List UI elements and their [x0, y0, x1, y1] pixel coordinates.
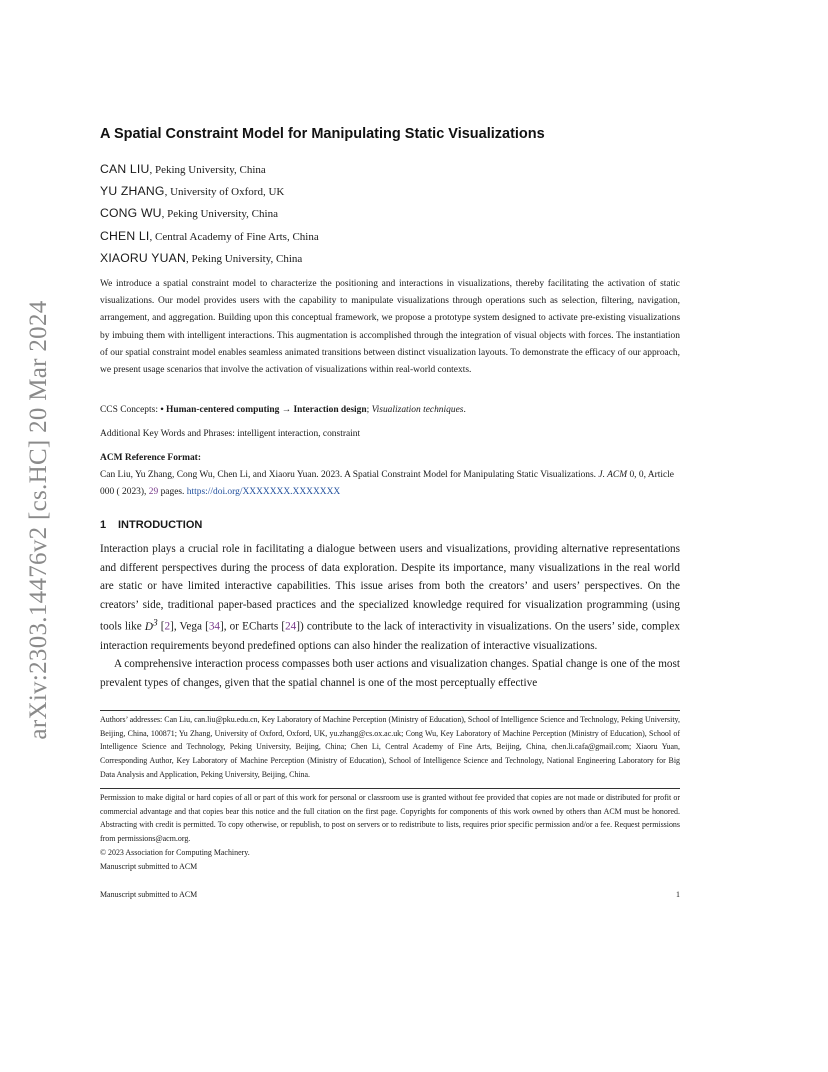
intro-text: , Vega: [173, 621, 206, 634]
author-affiliation: , Peking University, China: [149, 164, 266, 176]
authors-addresses: Authors’ addresses: Can Liu, can.liu@pku.edu.cn, Key Laboratory of Machine Perception (Ministry of Education), School of Intelligence Science and Technology, Peking University, Beijing, China, 100871; Yu Zhang, University of Oxford, Oxford, UK, yu.zhang@cs.ox.ac.uk; Cong Wu, Key Laboratory of Machine Perception (Ministry of Education), School of Intelligence Science and Technology, Peking University, Beijing, China; Chen Li, Central Academy of Fine Arts, Beijing, China, chen.li.cafa@gmail.com; Xiaoru Yuan, Corresponding Author, Key Laboratory of Machine Perception (Ministry of Education), School of Intelligence Science and Technology, National Engineering Laboratory for Big Data Analysis and Application, Peking University, Beijing, China.: [100, 715, 680, 779]
doi-link[interactable]: https://doi.org/XXXXXXX.XXXXXXX: [186, 487, 341, 497]
ccs-arrow: →: [279, 405, 294, 415]
reference-pages-suffix: pages.: [158, 487, 187, 497]
manuscript-note: Manuscript submitted to ACM: [100, 862, 198, 871]
author-entry: [100, 205, 680, 227]
page-number: 1: [676, 890, 680, 899]
ccs-main: Human-centered computing: [165, 405, 280, 415]
intro-paragraph: Interaction plays a crucial role in facilitating a dialogue between users and visualizations, providing alternative representations and different perspectives during the process of data exploration. Despite its importance, many visualizations in the real world are static or have limited interactive capabilities. This issue arises from both the creators’ and users’ perspectives. On the creators’ side, traditional paper-based practices and the specialized knowledge required for visualization programming (using tools like $D^3$ [2], Vega [34], or ECharts [24]) contribute to the lack of interactivity in visualizations. On the users’ side, complex interaction requirements beyond predefined options can also hinder the realization of interactive visualizations.: [100, 543, 680, 652]
copyright-notice: © 2023 Association for Computing Machinery.: [100, 848, 250, 857]
intro-paragraph: A comprehensive interaction process compasses both user actions and visualization changes. Spatial change is one of the most prevalent types of changes, given that the spatial channel is one of the most perceptually effective: [100, 658, 680, 689]
abstract: We introduce a spatial constraint model to characterize the positioning and interactions in visualizations, thereby facilitating the activation of static visualizations. Our model provides users with the capability to manipulate visualizations through operations such as selection, filtering, navigation, arrangement, and aggregation. Building upon this conceptual framework, we propose a prototype system designed to activate pre-existing visualizations by imbuing them with intelligent interactions. This augmentation is accomplished through the integration of visual objects with forces. The instantiation of our spatial constraint model enables seamless animated transitions between distinct visualization layouts. To demonstrate the efficacy of our approach, we present usage scenarios that involve the activation of visualizations within real-world contexts.: [100, 279, 680, 376]
author-name: XIAORU YUAN: [100, 250, 186, 265]
intro-text: Interaction plays a crucial role in facilitating a dialogue between users and visualizations, providing alternative representations and different perspectives during the process of data exploration. Despite its importance, many visualizations in the real world are static or have limited interactive capabilities. This issue arises from both the creators’ and users’ perspectives. On the creators’ side, traditional paper-based practices and the specialized knowledge required for visualization programming (using tools like: [100, 543, 680, 634]
citation-link[interactable]: 2: [164, 621, 171, 634]
author-affiliation: , Peking University, China: [161, 208, 278, 221]
author-entry: [100, 250, 680, 272]
intro-text: , or ECharts: [223, 621, 282, 634]
permission-notice: Permission to make digital or hard copies of all or part of this work for personal or classroom use is granted without fee provided that copies are not made or distributed for profit or commercial advantage and that copies bear this notice and the full citation on the first page. Copyrights for components of this work owned by others than ACM must be honored. Abstracting with credit is permitted. To copy otherwise, or republish, to post on servers or to redistribute to lists, requires prior specific permission and/or a fee. Request permissions from permissions@acm.org.: [100, 793, 680, 844]
reference-details: 0, 0, Article 000 ( 2023),: [100, 470, 674, 497]
author-name: YU ZHANG: [100, 184, 165, 199]
author-name: CHEN LI: [100, 228, 150, 243]
section-heading: [100, 517, 202, 533]
ccs-concepts: [100, 402, 680, 419]
d3-superscript: 3: [152, 618, 158, 629]
paper-title: A Spatial Constraint Model for Manipulating Static Visualizations: [100, 126, 545, 142]
reference-format: [100, 467, 680, 501]
intro-text: ) contribute to the lack of interactivity in visualizations. On the users’ side, complex interaction requirements beyond predefined options can also hinder the realization of interactive visualizations.: [100, 621, 680, 652]
author-name: CAN LIU: [100, 162, 150, 176]
introduction-body: [100, 540, 680, 692]
ccs-italic: Visualization techniques: [371, 405, 464, 415]
author-affiliation: , Central Academy of Fine Arts, China: [149, 230, 319, 243]
reference-pages-link[interactable]: 29: [148, 487, 159, 497]
footnote-divider: [100, 710, 680, 711]
arxiv-identifier-text: arXiv:2303.14476v2 [cs.HC] 20 Mar 2024: [25, 300, 52, 740]
author-affiliation: , University of Oxford, UK: [164, 186, 285, 199]
author-entry: [100, 183, 680, 205]
reference-heading: ACM Reference Format:: [100, 453, 201, 463]
permission-divider: [100, 788, 680, 789]
ccs-separator: ;: [366, 405, 372, 415]
citation-link[interactable]: 24: [285, 621, 297, 634]
section-title: INTRODUCTION: [118, 519, 203, 531]
reference-text: Can Liu, Yu Zhang, Cong Wu, Chen Li, and Xiaoru Yuan. 2023. A Spatial Constraint Model for Manipulating Static Visualizations.: [100, 470, 599, 480]
d3-name: [144, 618, 158, 634]
ccs-sub: Interaction design: [293, 405, 367, 415]
author-affiliation: , Peking University, China: [185, 252, 303, 265]
ccs-label: CCS Concepts:: [100, 405, 161, 415]
author-entry: [100, 228, 680, 250]
page-footer-label: Manuscript submitted to ACM: [100, 890, 198, 899]
arxiv-identifier: [22, 282, 56, 758]
reference-journal: J. ACM: [598, 470, 628, 480]
ccs-end: .: [463, 405, 466, 415]
section-number: 1: [100, 519, 107, 531]
keywords: Additional Key Words and Phrases: intelligent interaction, constraint: [100, 429, 361, 439]
author-name: CONG WU: [100, 206, 162, 221]
ccs-bullet: •: [160, 405, 164, 415]
citation-link[interactable]: 34: [208, 621, 220, 634]
d3-base: D: [144, 621, 153, 634]
author-list: [100, 161, 680, 272]
author-entry: [100, 161, 680, 183]
